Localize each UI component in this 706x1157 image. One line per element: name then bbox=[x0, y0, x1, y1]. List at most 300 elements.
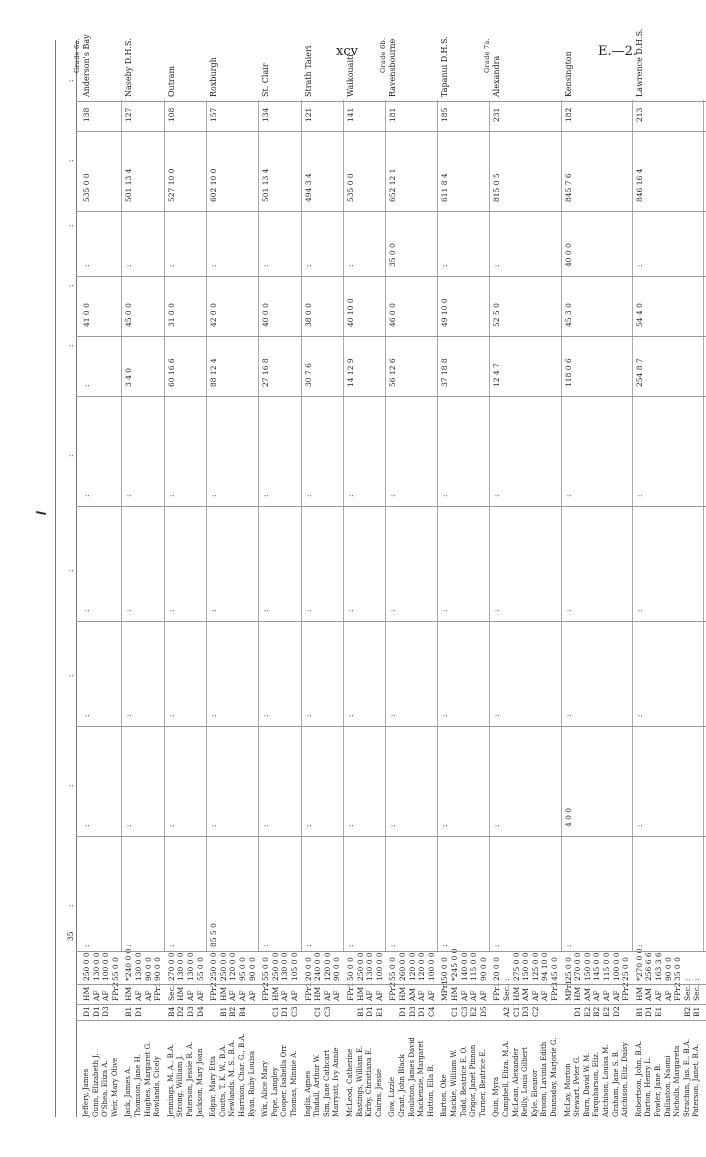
position-code: Sec. bbox=[692, 984, 702, 1001]
teacher-name: McLeod, Catherine bbox=[346, 1048, 354, 1117]
school-col-i: : bbox=[492, 944, 502, 947]
school-separator bbox=[301, 100, 302, 952]
school-col-b: : bbox=[492, 264, 502, 267]
school-col-c: 49 10 0 bbox=[440, 298, 450, 327]
salary-value: 270 0 0 bbox=[166, 952, 176, 981]
school-col-g: : bbox=[261, 714, 271, 717]
position-code: AF bbox=[228, 990, 238, 1001]
school-col-e: : bbox=[82, 494, 91, 497]
teacher-name: Todd, Beatrice E. O. bbox=[459, 1045, 468, 1117]
teacher-name: Aitchison, Eliz. Daisy bbox=[621, 1042, 630, 1117]
school-name-block bbox=[564, 51, 574, 97]
teacher-name: Dallaston, Naomi bbox=[663, 1055, 672, 1117]
school-col-i: : bbox=[388, 944, 398, 947]
column-rule bbox=[76, 1020, 706, 1021]
position-code: AF bbox=[654, 990, 663, 1001]
school-col-c: 45 3 0 bbox=[563, 303, 573, 327]
school-col-f: : bbox=[440, 609, 450, 612]
school-col-h: : bbox=[388, 824, 398, 827]
school-separator bbox=[258, 100, 259, 952]
position-code: FPr3 bbox=[550, 982, 559, 1001]
grade-label: Grade 7a. bbox=[483, 37, 492, 73]
school-col-e: : bbox=[124, 494, 134, 497]
certificate-class: D3 bbox=[186, 1006, 195, 1017]
position-code: HM bbox=[355, 986, 365, 1001]
column-rule bbox=[76, 726, 706, 727]
school-col-i: : bbox=[440, 944, 450, 947]
teacher-name: Cairns, Jessie bbox=[374, 1068, 383, 1117]
school-col-h: : bbox=[124, 824, 134, 827]
position-code: AF bbox=[280, 990, 290, 1001]
certificate-class: D2 bbox=[611, 1006, 621, 1017]
school-col-e: : bbox=[209, 494, 219, 497]
salary-value: 130 0 0 bbox=[365, 952, 375, 981]
school-col-h: : bbox=[166, 824, 176, 827]
school-col-b: : bbox=[634, 264, 644, 267]
salary-value: 95 0 0 bbox=[238, 957, 247, 981]
column-rule bbox=[76, 836, 706, 837]
teacher-name: Bastings, William E. bbox=[355, 1045, 364, 1117]
salary-value: 55 0 0 bbox=[388, 957, 398, 981]
school-col-a: 611 8 4 bbox=[440, 173, 450, 202]
position-code: HM bbox=[398, 986, 407, 1001]
school-roll: 138 bbox=[82, 107, 91, 122]
teacher-name: Strong, William J. bbox=[176, 1054, 185, 1117]
school-col-f: : bbox=[388, 609, 398, 612]
school-col-g: : bbox=[563, 714, 573, 717]
school-col-b: : bbox=[303, 264, 313, 267]
school-name: St. Clair bbox=[261, 63, 271, 97]
salary-value: *245 0 0 bbox=[450, 948, 459, 981]
school-col-d: 14 12 9 bbox=[346, 358, 355, 387]
school-name: Ravensbourne bbox=[388, 38, 398, 97]
school-col-b: 35 0 0 bbox=[388, 243, 398, 267]
certificate-class: D4 bbox=[195, 1006, 205, 1017]
certificate-class: C3 bbox=[459, 1006, 469, 1017]
salary-value: 100 0 0 bbox=[101, 952, 111, 981]
teacher-name: Inglis, Agnes bbox=[303, 1070, 312, 1117]
teacher-name: Weir, Mary Olive bbox=[110, 1057, 119, 1117]
school-col-i: : bbox=[124, 944, 134, 947]
teacher-name: Strachan, Jas. E., B.A. bbox=[682, 1038, 691, 1117]
school-col-a: 494 3 4 bbox=[303, 173, 313, 202]
school-col-d: 254 8 7 bbox=[634, 358, 644, 387]
position-code: AF bbox=[417, 990, 427, 1001]
certificate-class: D1 bbox=[91, 1006, 101, 1017]
certificate-class: B4 bbox=[238, 1006, 247, 1017]
position-code: HM bbox=[218, 986, 228, 1001]
school-col-h: : bbox=[303, 824, 313, 827]
certificate-class: C3 bbox=[290, 1006, 299, 1017]
position-code: HM bbox=[634, 986, 644, 1001]
school-col-d: 37 18 8 bbox=[440, 358, 450, 387]
salary-value: 100 0 0 bbox=[374, 952, 384, 981]
top-dot: : bbox=[66, 454, 75, 457]
salary-value: 55 0 0 bbox=[110, 957, 120, 981]
salary-value: 55 0 0 bbox=[195, 957, 205, 981]
school-col-i: : bbox=[261, 944, 271, 947]
school-col-g: : bbox=[634, 714, 644, 717]
teacher-name: Dunnsday, Marjorie G. bbox=[550, 1037, 558, 1117]
teacher-name: Harrison, Char. G., B.A. bbox=[238, 1033, 246, 1117]
certificate-class: D1 bbox=[82, 1006, 91, 1017]
teacher-name: Wix, Alice Mary bbox=[261, 1060, 270, 1117]
school-col-a: 815 0 5 bbox=[492, 173, 502, 202]
teacher-name: Mackie, William W. bbox=[450, 1049, 458, 1117]
school-col-g: : bbox=[209, 714, 219, 717]
column-rule bbox=[76, 336, 706, 337]
position-code: AF bbox=[540, 990, 550, 1001]
salary-value: 90 0 0 bbox=[247, 957, 257, 981]
column-rule bbox=[76, 1004, 706, 1005]
school-col-a: 535 0 0 bbox=[82, 173, 91, 202]
salary-value: 50 0 0 bbox=[440, 957, 450, 981]
teacher-name: Jeffery, James bbox=[82, 1068, 90, 1117]
position-code: FPr1 bbox=[346, 982, 355, 1001]
certificate-class: D3 bbox=[407, 1006, 417, 1017]
school-col-a: 846 16 4 bbox=[634, 168, 644, 202]
salary-value: 120 0 0 bbox=[407, 952, 417, 981]
top-dot: : bbox=[66, 784, 75, 787]
school-col-g: : bbox=[303, 714, 313, 717]
school-col-f: : bbox=[303, 609, 313, 612]
school-col-a: 527 10 0 bbox=[166, 168, 176, 202]
page-number: xcv bbox=[336, 44, 358, 59]
column-rule bbox=[76, 506, 706, 507]
school-roll: 182 bbox=[563, 107, 573, 122]
school-col-f: : bbox=[124, 609, 134, 612]
school-col-f: : bbox=[346, 609, 355, 612]
table-top-rule bbox=[55, 40, 56, 1117]
certificate-class: C2 bbox=[530, 1006, 540, 1017]
certificate-class: D3 bbox=[101, 1006, 111, 1017]
certificate-class: C3 bbox=[322, 1006, 332, 1017]
school-col-c: 40 10 0 bbox=[346, 298, 355, 327]
table-sub-rule bbox=[76, 40, 77, 1117]
page-reference: E.—2. bbox=[598, 44, 638, 59]
position-code: AF bbox=[134, 990, 143, 1001]
position-code: Sec. bbox=[166, 984, 176, 1001]
school-col-g: : bbox=[82, 714, 91, 717]
salary-value: 130 0 0 bbox=[280, 952, 290, 981]
school-separator bbox=[489, 100, 490, 952]
school-col-c: 52 5 0 bbox=[492, 303, 502, 327]
salary-value: 125 0 0 bbox=[530, 952, 540, 981]
salary-value: 130 0 0 bbox=[186, 952, 195, 981]
position-code: AM bbox=[582, 987, 592, 1001]
certificate-class: E2 bbox=[469, 1006, 479, 1017]
school-col-c: 41 0 0 bbox=[82, 303, 91, 327]
salary-value: 90 0 0 bbox=[143, 957, 153, 981]
position-code: AF bbox=[195, 990, 205, 1001]
school-col-a: 602 10 0 bbox=[209, 168, 219, 202]
salary-value: 130 0 0 bbox=[134, 952, 143, 981]
teacher-name: Turner, Beatrice E. bbox=[478, 1049, 487, 1117]
teacher-name: Burn, David W. M. bbox=[582, 1052, 591, 1117]
column-rule bbox=[76, 211, 706, 212]
school-name-block bbox=[304, 46, 314, 97]
position-code: FPr2 bbox=[110, 982, 120, 1001]
position-code: FPr1 bbox=[492, 982, 502, 1001]
teacher-name: Kyle, Eleanor bbox=[530, 1069, 539, 1117]
school-col-g: : bbox=[346, 714, 355, 717]
salary-value: 240 0 0 bbox=[313, 952, 323, 981]
teacher-name: Broom, Lavinia Edith bbox=[540, 1041, 549, 1117]
teacher-name: Ryan, Ruby Louisa bbox=[247, 1050, 256, 1117]
school-separator bbox=[343, 100, 344, 952]
salary-value: 90 0 0 bbox=[153, 957, 163, 981]
salary-value: 130 0 0 bbox=[91, 952, 101, 981]
school-col-a: 845 7 6 bbox=[563, 173, 573, 202]
certificate-class: D1 bbox=[398, 1006, 407, 1017]
school-col-g: : bbox=[492, 714, 502, 717]
teacher-name: Graham, Jane S. B. bbox=[611, 1049, 620, 1117]
school-separator bbox=[164, 100, 165, 952]
school-col-f: : bbox=[634, 609, 644, 612]
school-roll: 157 bbox=[209, 107, 219, 122]
teacher-name: Robertson, John, B.A. bbox=[634, 1040, 643, 1117]
position-code: AF bbox=[592, 990, 602, 1001]
position-code: AF bbox=[101, 990, 111, 1001]
teacher-name: Tindall, Arthur W. bbox=[313, 1054, 322, 1117]
salary-value: 115 0 0 bbox=[602, 952, 611, 981]
salary-value: 120 0 0 bbox=[322, 952, 332, 981]
salary-value: 120 0 0 bbox=[228, 952, 238, 981]
school-roll: 134 bbox=[261, 107, 271, 122]
school-col-d: 56 12 6 bbox=[388, 358, 398, 387]
teacher-name: Darton, Henry L. bbox=[644, 1056, 653, 1117]
school-separator bbox=[561, 100, 562, 952]
teacher-name: Nicholls, Margareta bbox=[673, 1045, 682, 1117]
school-roll: 231 bbox=[492, 107, 502, 122]
school-col-e: : bbox=[261, 494, 271, 497]
salary-value: 105 0 0 bbox=[290, 952, 299, 981]
school-col-c: 42 0 0 bbox=[209, 303, 219, 327]
school-name-block bbox=[167, 66, 177, 97]
school-col-a: 501 13 4 bbox=[261, 168, 271, 202]
school-col-h: : bbox=[492, 824, 502, 827]
salary-value: : bbox=[692, 978, 702, 981]
salary-value: : bbox=[682, 978, 692, 981]
position-code: AF bbox=[238, 990, 247, 1001]
school-col-h: : bbox=[440, 824, 450, 827]
salary-value: 250 0 0 bbox=[209, 952, 219, 981]
school-col-a: 535 0 0 bbox=[346, 173, 355, 202]
salary-value: 250 0 0 bbox=[355, 952, 365, 981]
column-rule bbox=[76, 984, 706, 985]
school-col-f: : bbox=[82, 609, 91, 612]
school-col-c: 38 0 0 bbox=[303, 303, 313, 327]
certificate-class: E2 bbox=[582, 1006, 592, 1017]
school-col-f: : bbox=[563, 609, 573, 612]
position-code: FPr2 bbox=[621, 982, 631, 1001]
salary-value: 275 0 0 bbox=[511, 952, 521, 981]
school-name-block bbox=[209, 57, 219, 97]
school-col-d: 12 4 7 bbox=[492, 363, 502, 387]
certificate-class: D3 bbox=[521, 1006, 531, 1017]
column-rule bbox=[76, 396, 706, 397]
teacher-name: Grigor, Janet Pinnon bbox=[469, 1044, 478, 1117]
school-name-block bbox=[440, 36, 450, 97]
school-col-f: : bbox=[261, 609, 271, 612]
salary-value: 50 0 0 bbox=[346, 957, 355, 981]
certificate-class: A2 bbox=[502, 1006, 511, 1017]
school-name-block bbox=[635, 29, 645, 97]
position-code: HM bbox=[573, 986, 583, 1001]
salary-value: 90 0 0 bbox=[332, 957, 342, 981]
position-code: HM bbox=[124, 986, 134, 1001]
column-rule bbox=[76, 131, 706, 132]
school-col-d: 27 16 8 bbox=[261, 358, 271, 387]
teacher-name: McLay, Morton bbox=[563, 1063, 572, 1117]
teacher-name: Rowlands, Cicely bbox=[153, 1056, 162, 1117]
teacher-name: Sim, Jane Cathcart bbox=[322, 1049, 331, 1117]
position-code: AM bbox=[644, 987, 654, 1001]
certificate-class: D1 bbox=[280, 1006, 290, 1017]
school-col-h: : bbox=[346, 824, 355, 827]
salary-value: 145 0 0 bbox=[592, 952, 602, 981]
school-name-block bbox=[346, 54, 356, 97]
school-col-f: : bbox=[166, 609, 176, 612]
top-dot: : bbox=[66, 284, 75, 287]
position-code: HM bbox=[511, 986, 521, 1001]
position-code: AF bbox=[186, 990, 195, 1001]
teacher-name: Kirby, Christiana E. bbox=[365, 1047, 374, 1117]
certificate-class: E1 bbox=[374, 1006, 384, 1017]
position-code: FPr2 bbox=[388, 982, 398, 1001]
salary-value: 250 0 0 bbox=[82, 952, 91, 981]
salary-value: 90 0 0 bbox=[663, 957, 673, 981]
position-code: AF bbox=[322, 990, 332, 1001]
teacher-name: Gunn, Elizabeth J. bbox=[91, 1053, 100, 1117]
teacher-name: Quin, Myra bbox=[492, 1076, 501, 1117]
school-col-e: : bbox=[492, 494, 502, 497]
school-col-b: : bbox=[261, 264, 271, 267]
position-code: HM bbox=[82, 986, 91, 1001]
school-roll: 181 bbox=[388, 107, 398, 122]
salary-value: 20 0 0 bbox=[492, 957, 502, 981]
salary-value: 260 0 0 bbox=[398, 952, 407, 981]
teacher-name: Roulston, James David bbox=[407, 1037, 416, 1117]
teacher-name: Jackson, Mary Joan bbox=[195, 1048, 204, 1117]
position-code: Sec. bbox=[502, 984, 511, 1001]
school-col-h: : bbox=[634, 824, 644, 827]
school-roll: 185 bbox=[440, 107, 450, 122]
school-col-i: : bbox=[82, 944, 91, 947]
salary-value: *270 0 0 bbox=[634, 948, 644, 981]
grade-label: Grade 6b. bbox=[379, 37, 388, 73]
position-code: MPr1 bbox=[440, 979, 450, 1001]
position-code: AM bbox=[521, 987, 531, 1001]
salary-value: 90 0 0 bbox=[478, 957, 488, 981]
school-col-i: : bbox=[166, 944, 176, 947]
school-col-f: : bbox=[492, 609, 502, 612]
position-code: FPr2 bbox=[261, 982, 271, 1001]
school-col-e: : bbox=[388, 494, 398, 497]
school-col-a: 501 13 4 bbox=[124, 168, 134, 202]
certificate-class: B2 bbox=[228, 1006, 238, 1017]
salary-value: 140 0 0 bbox=[459, 952, 469, 981]
certificate-class: C1 bbox=[511, 1006, 521, 1017]
teacher-name: Barton, Oke bbox=[440, 1074, 449, 1117]
certificate-class: B1 bbox=[692, 1006, 702, 1017]
salary-value: 130 0 0 bbox=[176, 952, 186, 981]
school-roll: 141 bbox=[346, 107, 355, 122]
certificate-class: B1 bbox=[634, 1006, 644, 1017]
certificate-class: C4 bbox=[426, 1006, 436, 1017]
school-col-g: : bbox=[388, 714, 398, 717]
top-dot: : bbox=[66, 79, 75, 82]
school-roll: 108 bbox=[166, 107, 176, 122]
salary-value: 270 0 0 bbox=[573, 952, 583, 981]
school-name-block bbox=[72, 34, 92, 97]
school-name-block bbox=[124, 38, 134, 97]
teacher-name: Thomson, Jane H. bbox=[134, 1054, 142, 1117]
certificate-class: E2 bbox=[602, 1006, 611, 1017]
position-code: AF bbox=[143, 990, 153, 1001]
position-code: AF bbox=[602, 990, 611, 1001]
school-col-h: : bbox=[209, 824, 219, 827]
school-name: Kensington bbox=[563, 51, 573, 97]
position-code: AF bbox=[290, 990, 299, 1001]
school-col-a: 652 12 1 bbox=[388, 168, 398, 202]
school-name: Strath Taieri bbox=[303, 45, 313, 97]
school-col-h: : bbox=[261, 824, 271, 827]
salary-value: 35 0 0 bbox=[673, 957, 683, 981]
school-name-block bbox=[378, 38, 398, 97]
school-col-b: : bbox=[82, 264, 91, 267]
school-name: Outram bbox=[166, 65, 176, 97]
salary-value: 94 10 0 bbox=[540, 952, 550, 981]
teacher-name: Newlands, M. S., B.A. bbox=[228, 1039, 237, 1117]
salary-value: 250 0 0 bbox=[270, 952, 280, 981]
certificate-class: B1 bbox=[355, 1006, 365, 1017]
certificate-class: D1 bbox=[417, 1006, 427, 1017]
top-dot: : bbox=[66, 674, 75, 677]
column-rule bbox=[76, 951, 706, 952]
position-code: HM bbox=[270, 986, 280, 1001]
salary-value: 256 6 6 bbox=[644, 952, 654, 981]
school-col-i: : bbox=[634, 944, 644, 947]
certificate-class: B2 bbox=[682, 1006, 692, 1017]
school-col-c: 45 0 0 bbox=[124, 303, 134, 327]
teacher-name: Stewart, Peter G. bbox=[573, 1055, 582, 1117]
school-col-e: : bbox=[634, 494, 644, 497]
teacher-name: Thomas, Minnie A. bbox=[290, 1050, 298, 1117]
certificate-class: C1 bbox=[270, 1006, 280, 1017]
school-col-b: : bbox=[209, 264, 219, 267]
position-code: AF bbox=[459, 990, 469, 1001]
school-roll: 127 bbox=[124, 107, 134, 122]
school-name: Naseby D.H.S. bbox=[124, 38, 134, 97]
position-code: FPr1 bbox=[153, 982, 163, 1001]
column-rule bbox=[76, 101, 706, 102]
certificate-class: C1 bbox=[313, 1006, 323, 1017]
teacher-name: Paterson, Janet, B.A. bbox=[692, 1043, 701, 1117]
position-code: AM bbox=[407, 987, 417, 1001]
salary-value: 45 0 0 bbox=[550, 957, 559, 981]
salary-value: 100 0 0 bbox=[611, 952, 621, 981]
salary-value: : bbox=[502, 978, 511, 981]
position-code: AF bbox=[530, 990, 540, 1001]
position-code: MPr1 bbox=[563, 979, 573, 1001]
teacher-name: Cooper, Isabella Orr bbox=[280, 1045, 289, 1117]
school-col-e: : bbox=[303, 494, 313, 497]
top-dot: : bbox=[66, 344, 75, 347]
school-separator bbox=[632, 100, 633, 952]
school-col-h: 4 0 0 bbox=[563, 807, 573, 827]
teacher-name: Pope, Langley bbox=[270, 1067, 279, 1117]
